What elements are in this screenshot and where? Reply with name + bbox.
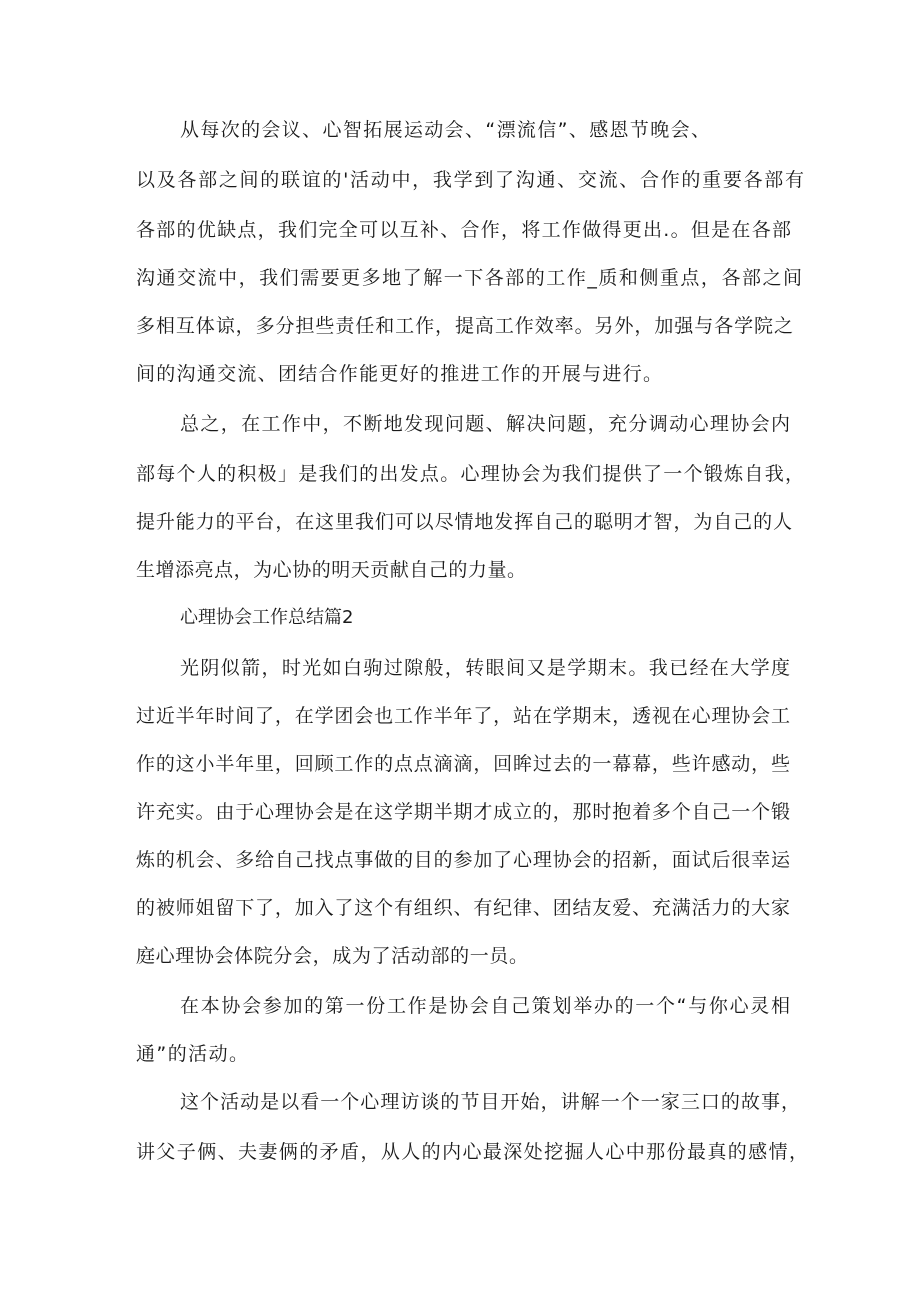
section-heading: 心理协会工作总结篇2: [180, 607, 354, 628]
paragraph-line: 沟通交流中，我们需要更多地了解一下各部的工作_质和侧重点，各部之间: [136, 267, 804, 289]
paragraph-line: 以及各部之间的联谊的'活动中，我学到了沟通、交流、合作的重要各部有: [136, 169, 806, 191]
paragraph-line: 的被师姐留下了，加入了这个有组织、有纪律、团结友爱、充满活力的大家: [136, 897, 791, 919]
paragraph-line: 部每个人的积极」是我们的出发点。心理协会为我们提供了一个锻炼自我，: [136, 463, 806, 485]
paragraph-line: 总之，在工作中，不断地发现问题、解决问题，充分调动心理协会内: [180, 413, 792, 435]
paragraph-line: 光阴似箭，时光如白驹过隙般，转眼间又是学期末。我已经在大学度: [180, 657, 792, 679]
paragraph-line: 从每次的会议、心智拓展运动会、“漂流信”、感恩节晚会、: [180, 119, 712, 141]
paragraph-line: 提升能力的平台，在这里我们可以尽情地发挥自己的聪明才智，为自己的人: [136, 511, 793, 533]
paragraph-line: 生增添亮点，为心协的明天贡献自己的力量。: [136, 559, 527, 581]
paragraph-line: 炼的机会、多给自己找点事做的目的参加了心理协会的招新，面试后很幸运: [136, 849, 791, 871]
paragraph-line: 庭心理协会体院分会，成为了活动部的一员。: [136, 945, 529, 967]
paragraph-line: 多相互体谅，多分担些责任和工作，提高工作效率。另外，加强与各学院之: [136, 315, 794, 337]
paragraph-line: 各部的优缺点，我们完全可以互补、合作，将工作做得更出.。但是在各部: [136, 219, 793, 241]
paragraph-line: 在本协会参加的第一份工作是协会自己策划举办的一个“与你心灵相: [180, 995, 792, 1017]
paragraph-line: 讲父子俩、夫妻俩的矛盾，从人的内心最深处挖掘人心中那份最真的感情，: [136, 1141, 810, 1163]
paragraph-line: 作的这小半年里，回顾工作的点点滴滴，回眸过去的一幕幕，些许感动，些: [136, 753, 791, 775]
paragraph-line: 许充实。由于心理协会是在这学期半期才成立的，那时抱着多个自己一个锻: [136, 801, 791, 823]
paragraph-line: 间的沟通交流、团结合作能更好的推进工作的开展与进行。: [136, 363, 664, 385]
paragraph-line: 通”的活动。: [136, 1043, 250, 1065]
paragraph-line: 这个活动是以看一个心理访谈的节目开始，讲解一个一家三口的故事，: [180, 1091, 802, 1113]
paragraph-line: 过近半年时间了，在学团会也工作半年了，站在学期末，透视在心理协会工: [136, 705, 791, 727]
